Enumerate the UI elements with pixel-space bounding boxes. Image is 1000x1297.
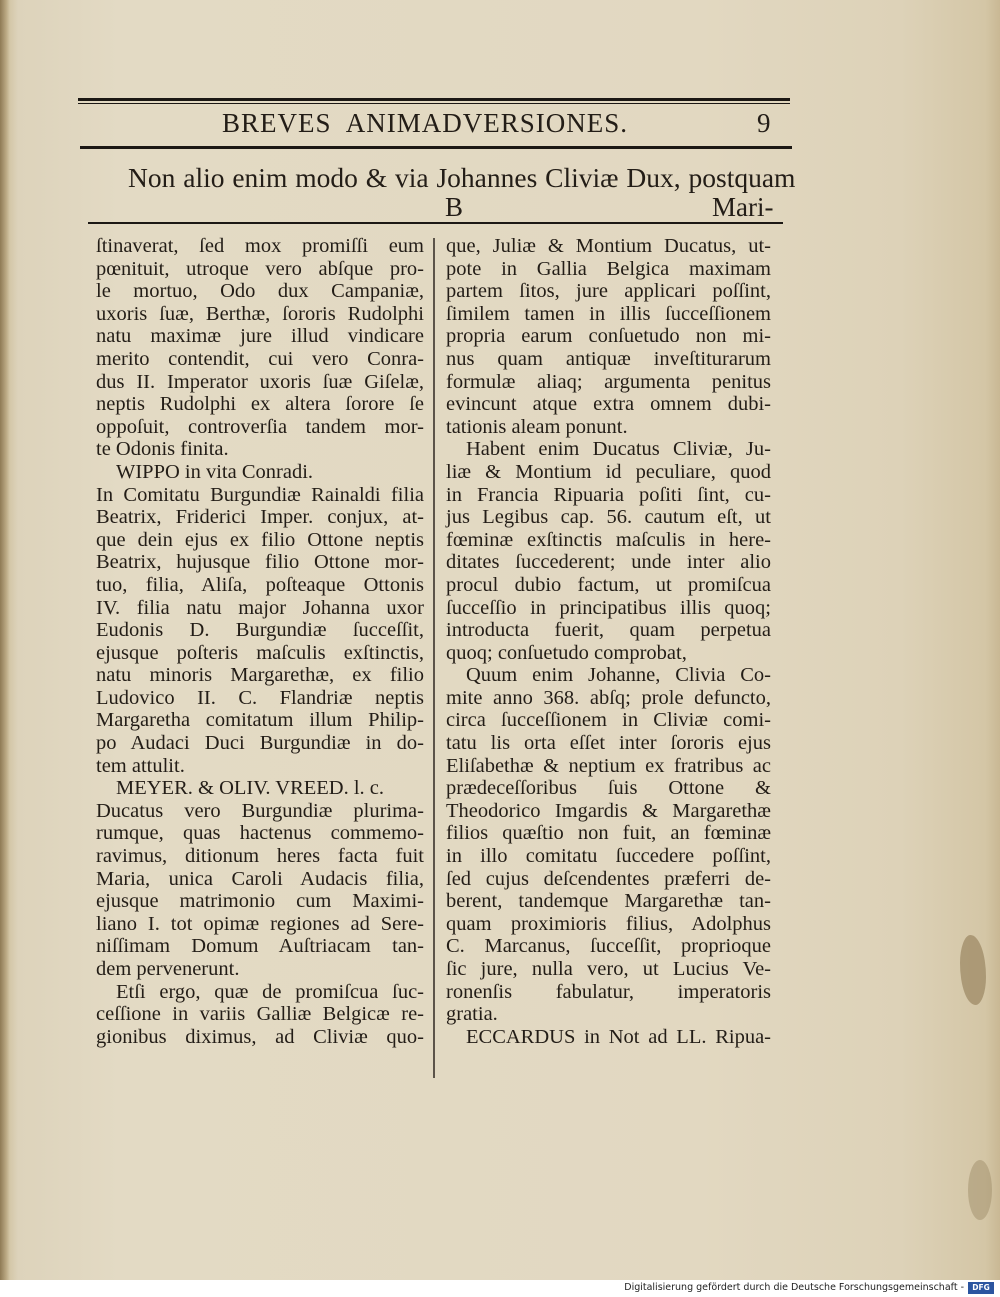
text-line: tationis aleam ponunt. [446, 415, 628, 438]
text-line: tem attulit. [96, 754, 185, 777]
text-line: ECCARDUS in Not ad LL. Ripua- [466, 1025, 771, 1048]
text-line: le mortuo, Odo dux Campaniæ, [96, 280, 424, 303]
intro-line: Non alio enim modo & via Johannes Cliviæ Dux, postquam [128, 162, 796, 193]
text-line: ceſſione in variis Galliæ Belgicæ re- [96, 1003, 424, 1026]
text-line: po Audaci Duci Burgundiæ in do- [96, 732, 424, 755]
text-line: circa ſucceſſionem in Cliviæ comi- [446, 709, 771, 732]
text-line: Quum enim Johanne, Clivia Co- [466, 664, 771, 687]
text-line: propria earum conſuetudo non mi- [446, 325, 771, 348]
column-divider [433, 238, 435, 1078]
text-line: introducta fuerit, quam perpetua [446, 619, 771, 642]
text-line: natu minoris Margarethæ, ex filio [96, 664, 424, 687]
text-line: berent, tandemque Margarethæ tan- [446, 890, 771, 913]
right-column [446, 235, 771, 1048]
text-line: gratia. [446, 1003, 498, 1026]
text-line: formulæ aliaq; argumenta penitus [446, 370, 771, 393]
text-line: ejusque matrimonio cum Maximi- [96, 890, 424, 913]
text-line: Margaretha comitatum illum Philip- [96, 709, 424, 732]
text-line: filios quæſtio non fuit, an fœminæ [446, 822, 771, 845]
text-line: ronenſis fabulatur, imperatoris [446, 980, 771, 1003]
text-line: quam proximioris filius, Adolphus [446, 912, 771, 935]
text-line: Ludovico II. C. Flandriæ neptis [96, 686, 424, 709]
text-line: oppoſuit, controverſia tandem mor- [96, 415, 424, 438]
text-line: Beatrix, hujusque filio Ottone mor- [96, 551, 424, 574]
text-line: procul dubio factum, ut promiſcua [446, 573, 771, 596]
text-line: WIPPO in vita Conradi. [116, 460, 314, 483]
header-bottom-rule [80, 146, 792, 149]
text-line: Habent enim Ducatus Cliviæ, Ju- [466, 438, 771, 461]
text-line: te Odonis finita. [96, 438, 229, 461]
text-line: dus II. Imperator uxoris ſuæ Giſelæ, [96, 370, 424, 393]
signature-mark: B [445, 192, 464, 222]
digitization-credit: Digitalisierung gefördert durch die Deutsche Forschungsgemeinschaft - [624, 1282, 964, 1293]
text-line: in Francia Ripuaria poſiti ſint, cu- [446, 483, 771, 506]
text-line: nus quam antiquæ inveſtiturarum [446, 347, 771, 370]
section-rule [88, 222, 783, 224]
text-line: in illo comitatu ſuccedere poſſint, [446, 845, 771, 868]
text-line: tuo, filia, Aliſa, poſteaque Ottonis [96, 573, 424, 596]
text-line: ejusque poſteris maſculis exſtinctis, [96, 641, 424, 664]
header-top-rule-thin [78, 103, 790, 104]
text-line: que dein ejus ex filio Ottone neptis [96, 528, 424, 551]
text-line: merito contendit, cui vero Conra- [96, 347, 424, 370]
text-line: quoq; conſuetudo comprobat, [446, 641, 687, 664]
text-line: ſimilem tamen in illis ſucceſſionem [446, 302, 771, 325]
text-line: neptis Rudolphi ex altera ſorore ſe [96, 393, 424, 416]
text-line: C. Marcanus, ſucceſſit, proprioque [446, 935, 771, 958]
dfg-logo: DFG [968, 1282, 994, 1294]
text-line: uxoris ſuæ, Berthæ, ſororis Rudolphi [96, 302, 424, 325]
text-line: In Comitatu Burgundiæ Rainaldi filia [96, 483, 424, 506]
text-line: natu maximæ jure illud vindicare [96, 325, 424, 348]
text-line: prædeceſſoribus ſuis Ottone & [446, 777, 771, 800]
catchword: Mari- [712, 192, 774, 222]
left-column [96, 235, 424, 1048]
text-line: que, Juliæ & Montium Ducatus, ut- [446, 235, 771, 257]
text-line: liano I. tot opimæ regiones ad Sere- [96, 912, 424, 935]
text-line: liæ & Montium id peculiare, quod [446, 460, 771, 483]
text-line: dem pervenerunt. [96, 958, 240, 980]
text-line: pote in Gallia Belgica maximam [446, 257, 771, 280]
text-line: partem ſitos, jure applicari poſſint, [446, 280, 771, 303]
text-line: Theodorico Imgardis & Margarethæ [446, 799, 771, 822]
text-line: fœminæ exſtinctis maſculis in here- [446, 528, 771, 551]
text-line: MEYER. & OLIV. VREED. l. c. [116, 777, 385, 800]
text-line: mite anno 368. abſq; prole defuncto, [446, 686, 771, 709]
text-line: niſſimam Domum Auſtriacam tan- [96, 935, 424, 958]
text-line: tatu lis orta eſſet inter ſororis ejus [446, 732, 771, 755]
text-line: ravimus, ditionum heres facta fuit [96, 845, 424, 868]
text-line: jus Legibus cap. 56. cautum eſt, ut [446, 506, 771, 529]
text-line: Eudonis D. Burgundiæ ſucceſſit, [96, 619, 424, 642]
text-line: Beatrix, Friderici Imper. conjux, at- [96, 506, 424, 529]
text-line: ſucceſſio in principatibus illis quoq; [446, 596, 771, 619]
text-line: pœnituit, utroque vero abſque pro- [96, 257, 424, 280]
text-line: evincunt atque extra omnem dubi- [446, 393, 771, 416]
text-line: ſic jure, nulla vero, ut Lucius Ve- [446, 958, 771, 980]
text-line: Maria, unica Caroli Audacis filia, [96, 867, 424, 890]
text-line: IV. filia natu major Johanna uxor [96, 596, 424, 619]
text-line: ſed cujus deſcendentes præferri de- [446, 867, 771, 890]
text-line: Ducatus vero Burgundiæ plurima- [96, 799, 424, 822]
text-line: rumque, quas hactenus commemo- [96, 822, 424, 845]
text-line: ditates ſuccederent; unde inter alio [446, 551, 771, 574]
paper-stain [968, 1160, 992, 1220]
text-line: gionibus diximus, ad Cliviæ quo- [96, 1025, 424, 1048]
page-number: 9 [757, 108, 771, 138]
text-line: Etſi ergo, quæ de promiſcua ſuc- [116, 980, 424, 1003]
header-top-rule [78, 98, 790, 101]
text-line: ſtinaverat, ſed mox promiſſi eum [96, 235, 424, 257]
binding-edge [0, 0, 10, 1280]
running-header: BREVES ANIMADVERSIONES. [222, 108, 629, 138]
text-line: Eliſabethæ & neptium ex fratribus ac [446, 754, 771, 777]
